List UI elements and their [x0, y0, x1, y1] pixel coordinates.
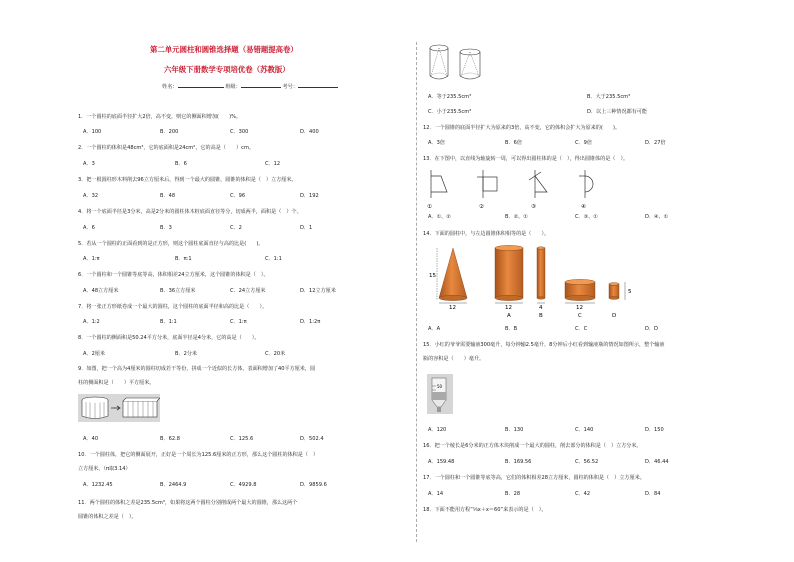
- option-6c[interactable]: C．24立方厘米: [230, 288, 266, 294]
- question-4: 4．将一个底面半径是3分米，高是2分米的圆柱体木桩底面直径等分，切成两半，面积是（ ）个。: [78, 209, 302, 215]
- cylinder-letter-b: B: [539, 313, 543, 319]
- two-cylinders-figure: [427, 42, 487, 88]
- question-8: 8．一个圆柱的侧面积是50.24平方分米，底面半径是4分米，它的高是（ ）。: [78, 335, 260, 341]
- option-3b[interactable]: B．48: [160, 193, 176, 199]
- question-12: 12．一个圆锥的底面半径扩大为原来的3倍，高不变，它的体积会扩大为原来的( )。: [423, 125, 621, 131]
- option-4d[interactable]: D．1: [300, 225, 313, 231]
- option-9a[interactable]: A．40: [83, 436, 99, 442]
- rotation-shapes-figure: [425, 168, 595, 212]
- cone-cylinders-figure: [425, 242, 665, 320]
- name-label: 姓名：: [162, 84, 178, 90]
- exam-subtitle: 六年级下册数学专项培优卷（苏教版）: [164, 65, 290, 74]
- cylinder-letter-c: C: [578, 313, 582, 319]
- question-6: 6．一个圆柱和一个圆锥等底等高，体积相差24立方厘米，这个圆锥的体积是（ ）。: [78, 272, 269, 278]
- option-2c[interactable]: C．12: [265, 161, 281, 167]
- option-12c[interactable]: C．9倍: [575, 140, 592, 146]
- option-4b[interactable]: B．3: [160, 225, 172, 231]
- option-3a[interactable]: A．32: [83, 193, 99, 199]
- option-5a[interactable]: A．1:π: [83, 256, 100, 262]
- question-15-line1: 15．小红的爷爷需要输液300毫升，每分钟输2.5毫升，8分钟后小红看到输液瓶的情况如图所示，整个输液: [423, 342, 665, 348]
- option-14c[interactable]: C．C: [575, 326, 588, 332]
- option-5b[interactable]: B．π:1: [175, 256, 192, 262]
- option-2b[interactable]: B．6: [175, 161, 187, 167]
- option-17b[interactable]: B．28: [505, 491, 521, 497]
- option-12b[interactable]: B．6倍: [505, 140, 522, 146]
- option-3d[interactable]: D．192: [300, 193, 319, 199]
- option-6d[interactable]: D．12立方厘米: [300, 288, 336, 294]
- option-17a[interactable]: A．14: [428, 491, 444, 497]
- left-column: [78, 0, 413, 562]
- option-14a[interactable]: A．A: [428, 326, 441, 332]
- option-16a[interactable]: A．159.48: [428, 459, 455, 465]
- question-11-line2: 圆锥的体积之差是（ ）。: [78, 514, 137, 520]
- option-4c[interactable]: C．2: [230, 225, 242, 231]
- option-10a[interactable]: A．1232.45: [83, 482, 113, 488]
- option-11c[interactable]: C．小于235.5cm³: [428, 109, 472, 115]
- option-1d[interactable]: D．400: [300, 129, 319, 135]
- infusion-bottle-figure: [427, 374, 453, 414]
- cylinder-b-diameter-label: 4: [539, 305, 543, 311]
- option-13b[interactable]: B．②、①: [505, 214, 528, 220]
- option-15d[interactable]: D．150: [645, 427, 664, 433]
- option-5c[interactable]: C．1:1: [265, 256, 282, 262]
- question-18: 18．下面不能用方程“⅓x＋x＝60”来表示的是（ ）。: [423, 507, 547, 513]
- exam-title: 第二单元圆柱和圆锥选择题（易错题提高卷）: [150, 45, 298, 54]
- shape-label-2: ②: [479, 204, 484, 210]
- shape-label-4: ④: [581, 204, 586, 210]
- option-17d[interactable]: D．84: [645, 491, 661, 497]
- option-1a[interactable]: A．100: [83, 129, 102, 135]
- number-label: 考号：: [282, 84, 299, 90]
- question-10-line1: 10．一个圆柱体，把它的侧面展开，正好是一个周长为125.6厘米的正方形，那么这个圆柱的体积是（ ）: [78, 452, 319, 458]
- option-1c[interactable]: C．300: [230, 129, 249, 135]
- option-7d[interactable]: D．1:2π: [300, 319, 321, 325]
- option-14b[interactable]: B．B: [505, 326, 518, 332]
- option-13a[interactable]: A．①、②: [428, 214, 451, 220]
- option-7b[interactable]: B．1:1: [160, 319, 177, 325]
- column-divider: [416, 42, 417, 542]
- option-4a[interactable]: A．6: [83, 225, 95, 231]
- option-7c[interactable]: C．1:π: [230, 319, 247, 325]
- cone-height-label: 15: [429, 273, 436, 279]
- option-8b[interactable]: B．2分米: [175, 351, 198, 357]
- shape-label-1: ①: [427, 204, 432, 210]
- question-10-line2: 立方厘米。（π取3.14）: [78, 466, 131, 472]
- right-column: [423, 0, 728, 562]
- question-1: 1．一个圆柱的底面半径扩大2倍，高不变，则它的侧面积增加( )%。: [78, 114, 242, 120]
- shape-label-3: ③: [531, 204, 536, 210]
- question-9-line2: 柱的侧面积是（ ）平方厘米。: [78, 380, 155, 386]
- question-2: 2．一个圆柱的体积是48cm³，它的底面积是24cm²，它的高是（ ）cm。: [78, 145, 255, 151]
- question-11-line1: 11．两个圆柱的体积之差是235.5cm³，如果将这两个圆柱分别削成两个最大的圆锥，那么这两个: [78, 500, 298, 506]
- question-3: 3．把一根圆柱形木料削去96立方厘米后，得到一个最大的圆锥，圆锥的体积是（ ）立方厘米。: [78, 177, 297, 183]
- question-14: 14．下面的圆柱中，与左边圆锥体积相等的是（ ）。: [423, 231, 550, 237]
- option-2a[interactable]: A．3: [83, 161, 95, 167]
- question-15-line2: 瓶的容积是（ ）毫升。: [423, 356, 485, 362]
- cone-diameter-label: 12: [449, 305, 456, 311]
- option-14d[interactable]: D．D: [645, 326, 658, 332]
- option-12a[interactable]: A．3倍: [428, 140, 445, 146]
- option-9c[interactable]: C．125.6: [230, 436, 254, 442]
- bottle-scale-mark: 50: [437, 384, 443, 389]
- option-16c[interactable]: C．56.52: [575, 459, 599, 465]
- option-8c[interactable]: C．20米: [265, 351, 286, 357]
- option-16b[interactable]: B．169.56: [505, 459, 532, 465]
- option-16d[interactable]: D．46.44: [645, 459, 669, 465]
- option-15b[interactable]: B．130: [505, 427, 524, 433]
- option-12d[interactable]: D．27倍: [645, 140, 666, 146]
- option-8a[interactable]: A．2厘米: [83, 351, 106, 357]
- option-11a[interactable]: A．等于235.5cm³: [428, 94, 472, 100]
- class-label: 班级：: [225, 84, 241, 90]
- question-17: 17．一个圆柱和一个圆锥等底等高，它们的体积相差28立方厘米，圆柱的体积是（ ）立方厘米。: [423, 475, 645, 481]
- option-9b[interactable]: B．62.8: [160, 436, 180, 442]
- option-1b[interactable]: B．200: [160, 129, 179, 135]
- cylinder-d-height-label: 5: [628, 289, 632, 295]
- option-15a[interactable]: A．120: [428, 427, 447, 433]
- question-7: 7．将一张正方形纸卷成一个最大的圆柱，这个圆柱的底面半径和高的比是（ ）。: [78, 304, 268, 310]
- option-7a[interactable]: A．1:2: [83, 319, 100, 325]
- option-10d[interactable]: D．9859.6: [300, 482, 327, 488]
- cylinder-a-diameter-label: 12: [505, 305, 512, 311]
- option-10b[interactable]: B．2464.9: [160, 482, 187, 488]
- option-3c[interactable]: C．96: [230, 193, 246, 199]
- cylinder-c-diameter-label: 12: [576, 305, 583, 311]
- cylinder-letter-a: A: [507, 313, 511, 319]
- question-16: 16．把一个棱长是6分米的正方体木块削成一个最大的圆柱，削去部分的体积是（ ）立方分米。: [423, 443, 642, 449]
- option-17c[interactable]: C．42: [575, 491, 591, 497]
- question-9-line1: 9．如图，把一个高为4厘米的圆柱切成若干等份，拼成一个近似的长方体，表面积增加了40平方厘米，圆: [78, 366, 316, 372]
- option-6a[interactable]: A．48立方厘米: [83, 288, 119, 294]
- option-15c[interactable]: C．140: [575, 427, 594, 433]
- option-11b[interactable]: B．大于235.5cm³: [587, 94, 631, 100]
- option-11d[interactable]: D．以上三种情况都有可能: [587, 109, 647, 115]
- option-10c[interactable]: C．4929.8: [230, 482, 257, 488]
- cylinder-cut-figure: [78, 394, 160, 422]
- option-13d[interactable]: D．④、①: [645, 214, 669, 220]
- option-9d[interactable]: D．502.4: [300, 436, 324, 442]
- question-5: 5．若从一个圆柱的正面看到的是正方形，则这个圆柱底面直径与高的比是( )。: [78, 241, 264, 247]
- option-6b[interactable]: B．36立方厘米: [160, 288, 196, 294]
- option-13c[interactable]: C．③、①: [575, 214, 598, 220]
- cylinder-letter-d: D: [612, 313, 617, 319]
- question-13: 13．在下图中，以直线为轴旋转一周，可以得出圆柱体的是（ ），得出圆锥体的是（ ）。: [423, 156, 629, 162]
